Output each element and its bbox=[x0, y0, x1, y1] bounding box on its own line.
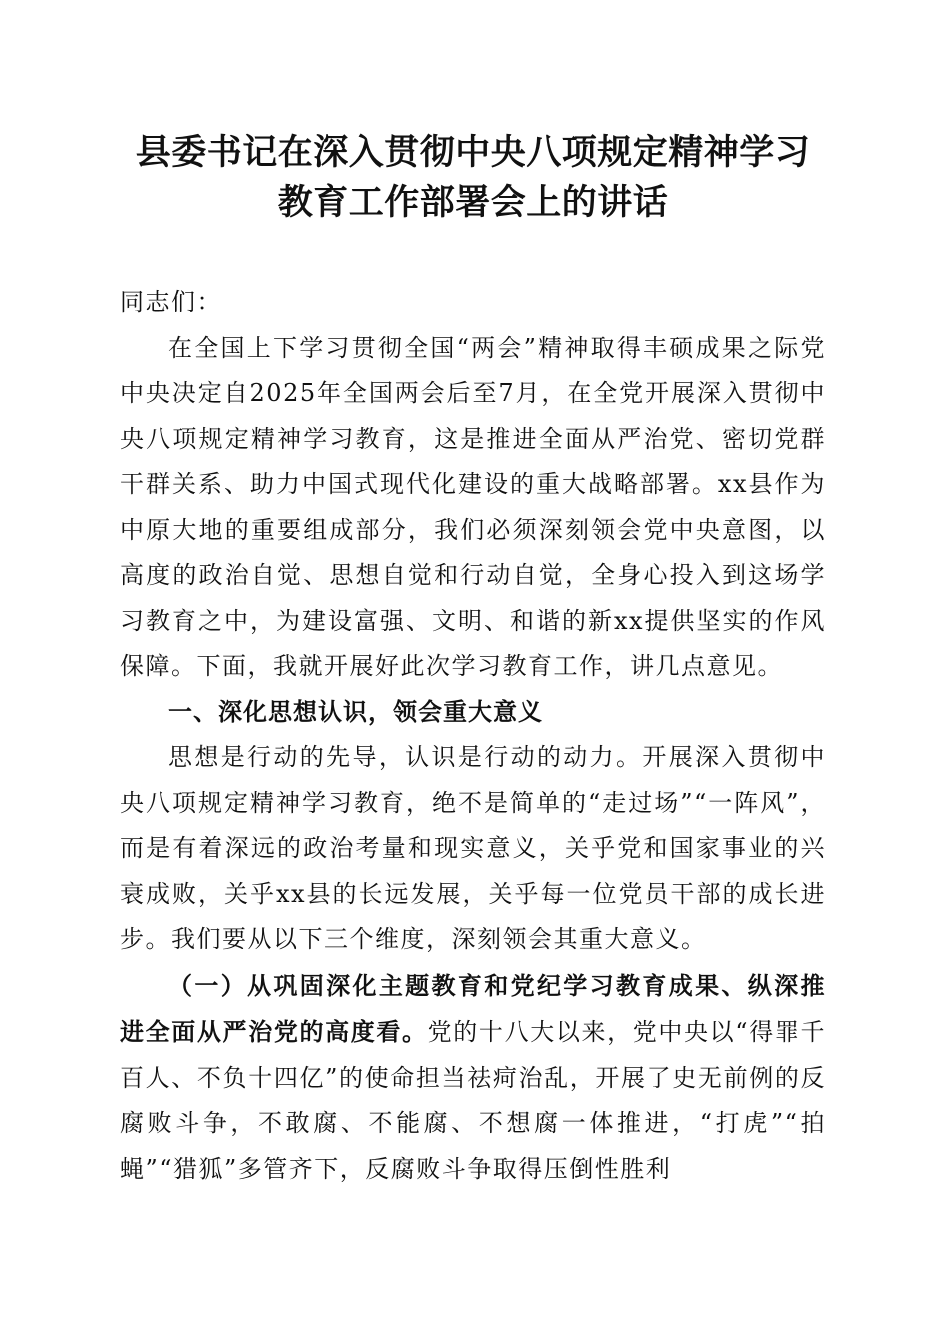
document-title: 县委书记在深入贯彻中央八项规定精神学习教育工作部署会上的讲话 bbox=[135, 132, 811, 223]
section-1-paragraph: 思想是行动的先导，认识是行动的动力。开展深入贯彻中央八项规定精神学习教育，绝不是简单的“走过场”“一阵风”，而是有着深远的政治考量和现实意义，关乎党和国家事业的兴衰成败，关乎xx县的长远发展，关乎每一位党员干部的成长进步。我们要从以下三个维度，深刻领会其重大意义。 bbox=[120, 743, 826, 953]
point-1-text: 党的十八大以来，党中央以“得罪千百人、不负十四亿”的使命担当祛疴治乱，开展了史无前例的反腐败斗争，不敢腐、不能腐、不想腐一体推进，“打虎”“拍蝇”“猎狐”多管齐下，反腐败斗争取得压倒性胜利 bbox=[120, 1018, 826, 1183]
intro-paragraph: 在全国上下学习贯彻全国“两会”精神取得丰硕成果之际党中央决定自2025年全国两会后至7月，在全党开展深入贯彻中央八项规定精神学习教育，这是推进全面从严治党、密切党群干群关系、助力中国式现代化建设的重大战略部署。xx县作为中原大地的重要组成部分，我们必须深刻领会党中央意图，以高度的政治自觉、思想自觉和行动自觉，全身心投入到这场学习教育之中，为建设富强、文明、和谐的新xx提供坚实的作风保障。下面，我就开展好此次学习教育工作，讲几点意见。 bbox=[120, 333, 826, 680]
point-1-paragraph bbox=[120, 963, 826, 1193]
point-1-lead: （一）从巩固深化主题教育和党纪学习教育成果、纵深推进全面从严治党的高度看。 bbox=[120, 970, 826, 1046]
salutation: 同志们： bbox=[120, 288, 222, 316]
section-heading-1: 一、深化思想认识，领会重大意义 bbox=[168, 697, 543, 726]
